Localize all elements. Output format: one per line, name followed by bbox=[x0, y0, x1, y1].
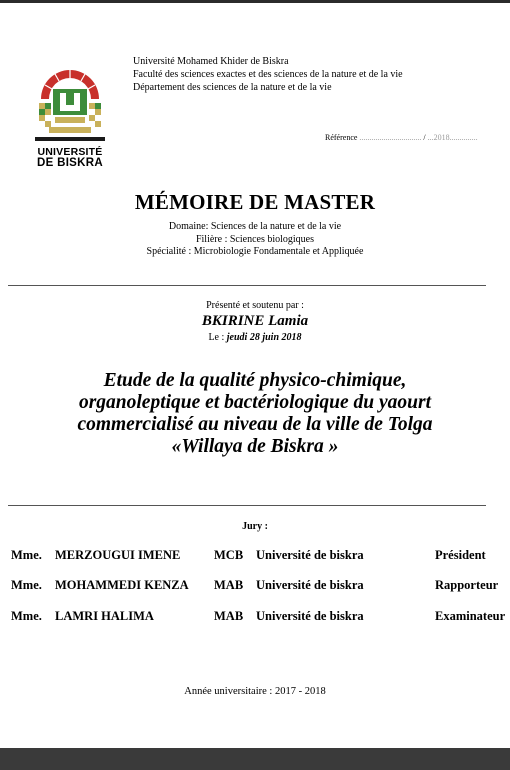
thesis-title-line: commercialisé au niveau de la ville de Tolga bbox=[77, 414, 433, 435]
jury-row bbox=[0, 609, 510, 625]
program-details bbox=[0, 221, 510, 259]
member-grade: MAB bbox=[214, 609, 244, 623]
date-value: jeudi 28 juin 2018 bbox=[226, 332, 302, 343]
document-title: MÉMOIRE DE MASTER bbox=[134, 190, 376, 214]
member-role: Rapporteur bbox=[435, 578, 499, 592]
academic-year: Année universitaire : 2017 - 2018 bbox=[184, 686, 326, 697]
member-title: Mme. bbox=[11, 548, 42, 562]
divider bbox=[8, 505, 486, 506]
faculty-name: Faculté des sciences exactes et des sciences de la nature et de la vie bbox=[133, 69, 403, 80]
logo-line-2: DE BISKRA bbox=[37, 157, 103, 169]
jury-row bbox=[0, 578, 510, 594]
logo-line-1: UNIVERSITÉ bbox=[37, 146, 103, 158]
thesis-title-line: organoleptique et bactériologique du yaourt bbox=[78, 392, 432, 413]
logo-wordmark bbox=[27, 147, 113, 169]
member-role: Président bbox=[435, 548, 486, 562]
thesis-title bbox=[0, 370, 510, 458]
top-border bbox=[0, 0, 510, 3]
member-name: MOHAMMEDI KENZA bbox=[55, 578, 189, 592]
jury-label: Jury : bbox=[242, 521, 268, 532]
author-name: BKIRINE Lamia bbox=[201, 313, 309, 329]
university-logo bbox=[27, 55, 113, 175]
member-role: Examinateur bbox=[435, 609, 506, 623]
member-title: Mme. bbox=[11, 578, 42, 592]
defense-date bbox=[0, 332, 510, 343]
member-institution: Université de biskra bbox=[256, 609, 364, 623]
member-grade: MCB bbox=[214, 548, 244, 562]
reference-dots-2: ... bbox=[427, 133, 434, 142]
member-name: LAMRI HALIMA bbox=[55, 609, 154, 623]
member-grade: MAB bbox=[214, 578, 244, 592]
reference-line bbox=[325, 133, 478, 142]
divider bbox=[8, 285, 486, 286]
university-name: Université Mohamed Khider de Biskra bbox=[133, 56, 289, 67]
domain-line: Domaine: Sciences de la nature et de la vie bbox=[168, 221, 342, 232]
member-institution: Université de biskra bbox=[256, 548, 364, 562]
field-line: Filière : Sciences biologiques bbox=[195, 233, 315, 245]
reference-year: 2018 bbox=[433, 133, 450, 142]
thesis-title-line: «Willaya de Biskra » bbox=[171, 436, 339, 457]
reference-label: Référence bbox=[325, 133, 358, 142]
presented-by-label: Présenté et soutenu par : bbox=[206, 300, 304, 311]
department-name: Département des sciences de la nature et de la vie bbox=[133, 82, 332, 93]
thesis-title-line: Etude de la qualité physico-chimique, bbox=[103, 370, 407, 391]
bottom-border bbox=[0, 748, 510, 770]
date-label: Le : bbox=[208, 332, 225, 343]
member-title: Mme. bbox=[11, 609, 42, 623]
university-emblem-icon bbox=[27, 55, 113, 147]
institution-header bbox=[133, 55, 403, 94]
member-name: MERZOUGUI IMENE bbox=[55, 548, 181, 562]
jury-row bbox=[0, 548, 510, 564]
member-institution: Université de biskra bbox=[256, 578, 364, 592]
specialty-line: Spécialité : Microbiologie Fondamentale et Appliquée bbox=[146, 246, 364, 257]
reference-separator: / bbox=[423, 133, 426, 142]
reference-dots-3: .............. bbox=[449, 133, 478, 142]
reference-dots: ............................... bbox=[359, 133, 422, 142]
